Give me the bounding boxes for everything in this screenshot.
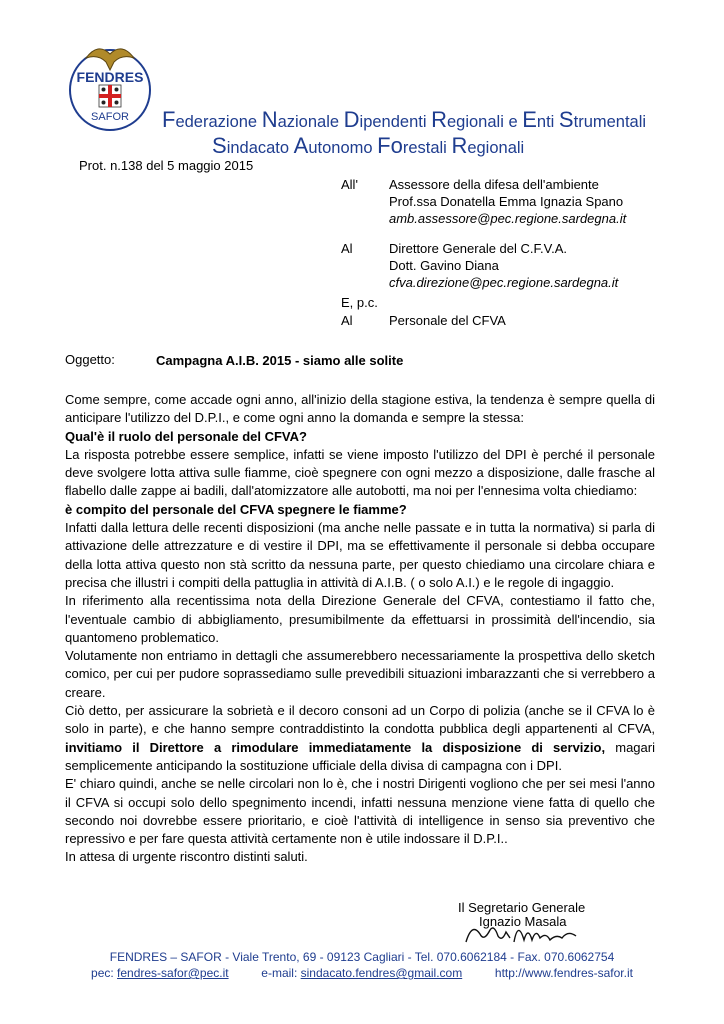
subject-text: Campagna A.I.B. 2015 - siamo alle solite bbox=[156, 353, 404, 368]
recipient-2-email: cfva.direzione@pec.regione.sardegna.it bbox=[389, 275, 619, 290]
recipient-2-prefix: Al bbox=[341, 241, 353, 256]
union-logo bbox=[64, 40, 156, 132]
signature-title: Il Segretario Generale bbox=[458, 900, 586, 915]
protocol-number: Prot. n.138 del 5 maggio 2015 bbox=[79, 158, 254, 173]
website-link[interactable]: http://www.fendres-safor.it bbox=[494, 966, 633, 980]
pec-label: pec: bbox=[91, 966, 118, 980]
header-word: Dipendenti bbox=[343, 107, 432, 132]
footer-contacts bbox=[0, 966, 724, 981]
header-line-2 bbox=[212, 133, 524, 159]
header-word: Regionali e bbox=[431, 107, 523, 132]
email-label: e-mail: bbox=[261, 966, 301, 980]
body-closing: In attesa di urgente riscontro distinti saluti. bbox=[65, 849, 308, 865]
recipient-1-line1: Assessore della difesa dell'ambiente bbox=[389, 177, 599, 192]
header-word: Autonomo bbox=[293, 133, 378, 158]
header-word: Forestali bbox=[377, 133, 452, 158]
body-paragraph: In riferimento alla recentissima nota della Direzione Generale del CFVA, contestiamo il fatto che, l'eventuale cambio di abbigliamento, presumibilmente da effettuarsi in prossimità dell'incendio, sia quantomeno problematico. bbox=[65, 593, 655, 645]
header-line-1 bbox=[162, 107, 646, 133]
recipient-2-line1: Direttore Generale del C.F.V.A. bbox=[389, 241, 567, 256]
body-paragraph: Volutamente non entriamo in dettagli che assumerebbero necessariamente la prospettiva dello sketch comico, per cui per pudore soprassediamo sulle prevedibili situazioni imbarazzanti che si verrebbero a creare. bbox=[65, 648, 655, 700]
cc-recipient: Personale del CFVA bbox=[389, 313, 506, 328]
recipient-1-email: amb.assessore@pec.regione.sardegna.it bbox=[389, 211, 627, 226]
logo-bottom-text: SAFOR bbox=[91, 111, 129, 123]
cc-prefix: E, p.c. bbox=[341, 295, 378, 310]
header-word: Enti bbox=[522, 107, 559, 132]
cc-prefix-al: Al bbox=[341, 313, 353, 328]
pec-link[interactable]: fendres-safor@pec.it bbox=[117, 966, 229, 980]
signature-scribble-icon bbox=[462, 912, 582, 952]
logo-emblem-icon bbox=[64, 40, 156, 132]
header-word: Federazione bbox=[162, 107, 262, 132]
body-paragraph: Ciò detto, per assicurare la sobrietà e il decoro consoni ad un Corpo di polizia (anche se il CFVA lo è solo in parte), e che hanno sempre contraddistinto la condotta pubblica degli appartenenti al CFVA, invitiamo il Direttore a rimodulare immediatamente la disposizione di servizio, magari semplicemente anticipando la sostituzione ufficiale della divisa di campagna con i DPI. bbox=[65, 703, 655, 773]
letter-body bbox=[65, 391, 655, 867]
recipient-1-line2: Prof.ssa Donatella Emma Ignazia Spano bbox=[389, 194, 624, 209]
email-link[interactable]: sindacato.fendres@gmail.com bbox=[300, 966, 463, 980]
signature-name: Ignazio Masala bbox=[479, 914, 567, 929]
recipient-1-prefix: All' bbox=[341, 177, 358, 192]
subject-label: Oggetto: bbox=[65, 352, 115, 367]
logo-top-text: FENDRES bbox=[76, 69, 144, 85]
body-paragraph: E' chiaro quindi, anche se nelle circolari non lo è, che i nostri Dirigenti vogliono che per sei mesi l'anno il CFVA si occupi solo dello spegnimento incendi, infatti nessuna menzione viene fatta di quello che secondo noi dovrebbe essere prioritario, e cioè l'attività di intelligence in senso sia preventivo che repressivo e per fare questa attività certamente non è utile indossare il D.P.I.. bbox=[65, 776, 655, 847]
footer-address: FENDRES – SAFOR - Viale Trento, 69 - 09123 Cagliari - Tel. 070.6062184 - Fax. 070.6062754 bbox=[109, 950, 615, 964]
header-word: Regionali bbox=[451, 133, 525, 158]
body-question: è compito del personale del CFVA spegnere le fiamme? bbox=[65, 501, 407, 517]
header-word: Nazionale bbox=[261, 107, 344, 132]
body-paragraph: Come sempre, come accade ogni anno, all'inizio della stagione estiva, la tendenza è sempre quella di anticipare l'utilizzo del D.P.I., e come ogni anno la domanda e sempre la stessa: bbox=[65, 392, 655, 426]
body-paragraph: Infatti dalla lettura delle recenti disposizioni (ma anche nelle passate e in tutta la normativa) si parla di attivazione delle attrezzature e di vestire il DPI, ma se effettivamente il personale si debba occupare della lotta attiva questo non stà scritto da nessuna parte, per questo chiediamo una circolare chiara e precisa che illustri i compiti della pattuglia in attività di A.I.B. ( o solo A.I.) e le regole di ingaggio. bbox=[65, 520, 655, 590]
handwritten-signature bbox=[462, 912, 582, 952]
recipient-2-line2: Dott. Gavino Diana bbox=[389, 258, 499, 273]
body-question: Qual'è il ruolo del personale del CFVA? bbox=[65, 428, 307, 444]
header-word: Strumentali bbox=[558, 107, 647, 132]
body-paragraph: La risposta potrebbe essere semplice, infatti se viene imposto l'utilizzo del DPI è perché il personale deve svolgere lotta attiva sulle fiamme, cioè spegnere con ogni mezzo a disposizione, dalle frasche al flabello dalle zappe ai badili, dall'atomizzatore alle autobotti, ma noi per l'ennesima volta chiediamo: bbox=[65, 446, 655, 499]
header-word: Sindacato bbox=[212, 133, 294, 158]
